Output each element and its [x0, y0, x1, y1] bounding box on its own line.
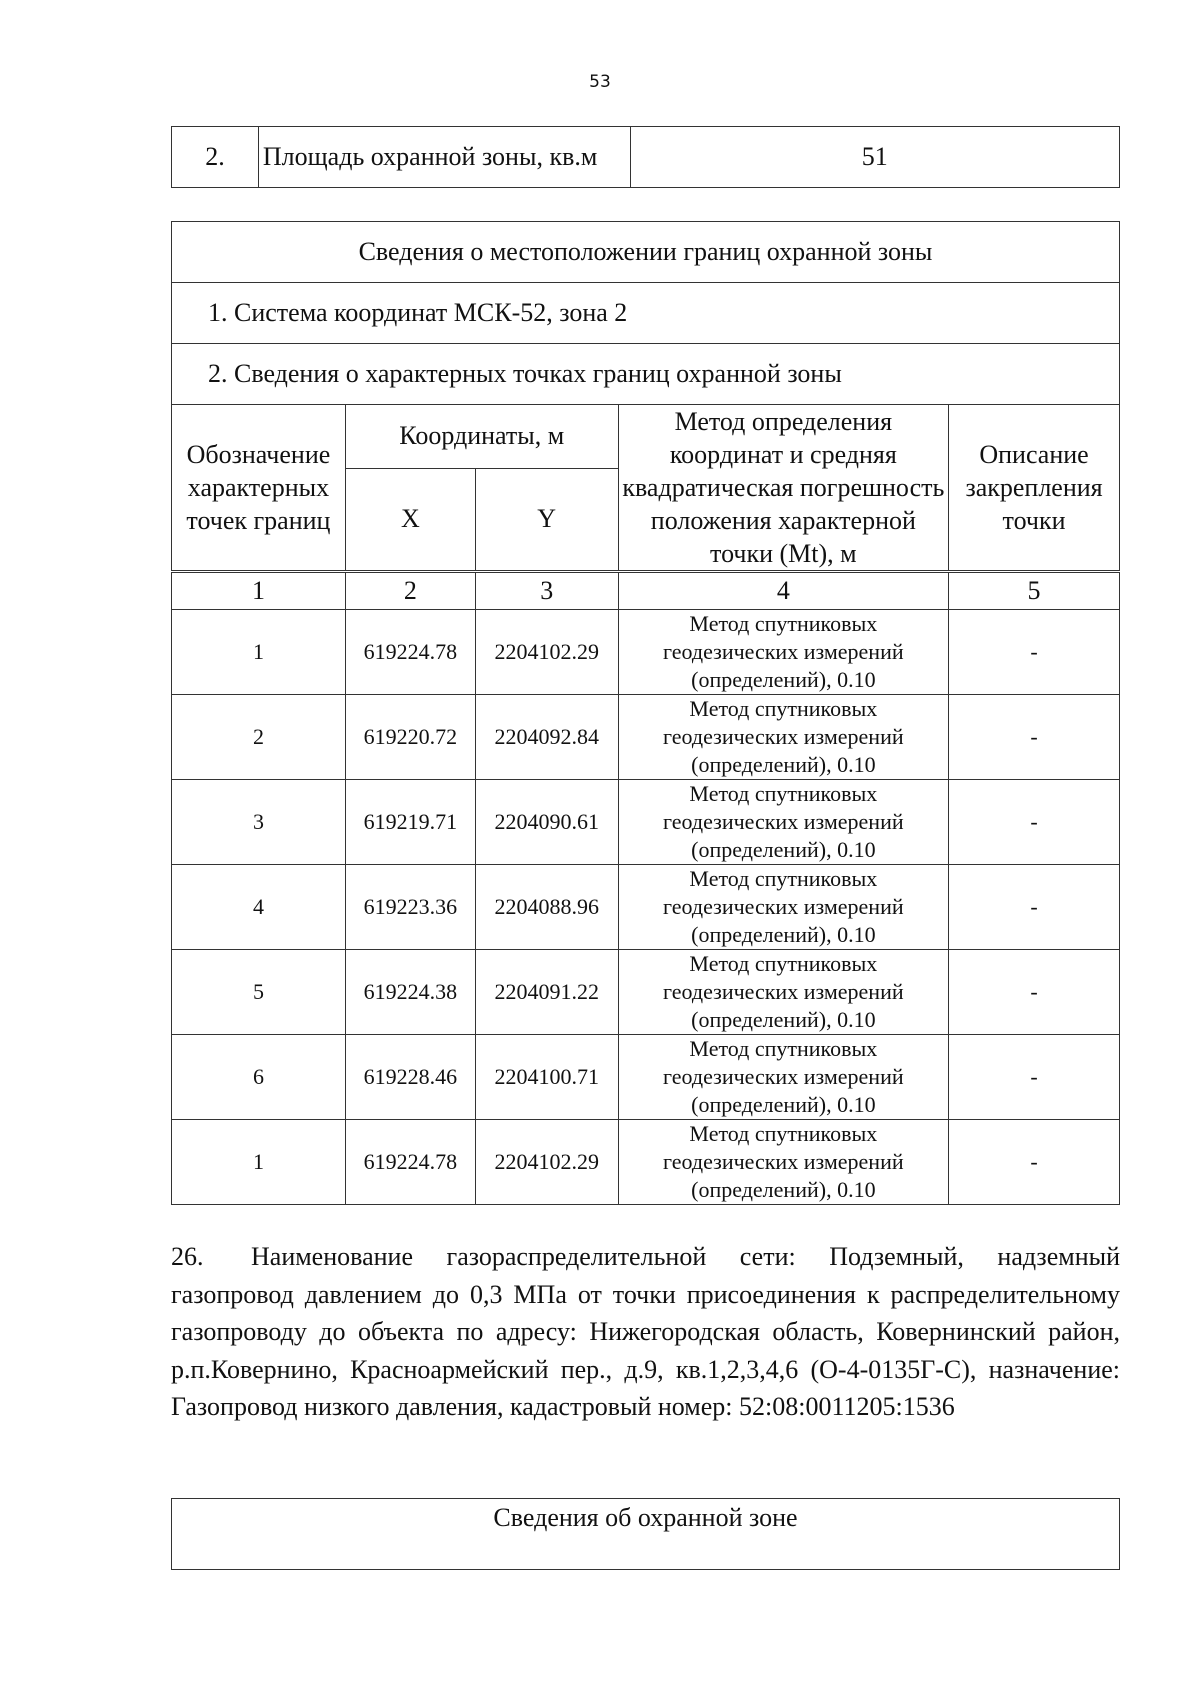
- method-line: геодезических измерений: [663, 979, 904, 1004]
- method-line: (определений), 0.10: [691, 1007, 876, 1032]
- method-line: (определений), 0.10: [691, 752, 876, 777]
- gas-network-paragraph: [171, 1238, 1120, 1426]
- header-designation: Обозначение характерных точек границ: [172, 405, 346, 572]
- method-cell: [618, 950, 948, 1035]
- point-description: -: [949, 1035, 1120, 1120]
- method-line: Метод спутниковых: [689, 611, 878, 636]
- column-number: 5: [949, 572, 1120, 610]
- coord-x: 619224.78: [345, 610, 475, 695]
- table-row: [172, 1035, 1120, 1120]
- method-line: Метод спутниковых: [689, 696, 878, 721]
- table-row: [172, 950, 1120, 1035]
- method-line: (определений), 0.10: [691, 1177, 876, 1202]
- coord-y: 2204088.96: [475, 865, 618, 950]
- coord-y: 2204090.61: [475, 780, 618, 865]
- method-line: Метод спутниковых: [689, 781, 878, 806]
- area-row-number: 2.: [172, 127, 259, 188]
- point-number: 6: [172, 1035, 346, 1120]
- point-number: 1: [172, 1120, 346, 1205]
- coordinate-system-line: 1. Система координат МСК-52, зона 2: [172, 283, 1120, 344]
- area-row: [172, 127, 1120, 188]
- coord-y: 2204091.22: [475, 950, 618, 1035]
- column-numbers-row: [172, 572, 1120, 610]
- point-number: 3: [172, 780, 346, 865]
- method-line: геодезических измерений: [663, 639, 904, 664]
- header-y: Y: [475, 468, 618, 571]
- coord-x: 619220.72: [345, 695, 475, 780]
- coord-y: 2204100.71: [475, 1035, 618, 1120]
- table-row: [172, 1120, 1120, 1205]
- point-description: -: [949, 950, 1120, 1035]
- method-line: (определений), 0.10: [691, 922, 876, 947]
- paragraph-text: Наименование газораспределительной сети: Подземный, надземный газопровод давлением до 0,3 МПа от точки присоединения к распределительному газопроводу до объекта по адресу: Нижегородская область, Ковернинский район, р.п.Ковернино, Красноармейский пер., д.9, кв.1,2,3,4,6 (О-4-0135Г-С), назначение: Газопровод низкого давления, кадастровый номер: 52:08:0011205:1536: [171, 1242, 1120, 1421]
- header-description: Описание закрепления точки: [949, 405, 1120, 572]
- coord-x: 619228.46: [345, 1035, 475, 1120]
- table-row: [172, 610, 1120, 695]
- column-number: 2: [345, 572, 475, 610]
- point-number: 5: [172, 950, 346, 1035]
- coord-y: 2204102.29: [475, 610, 618, 695]
- area-row-label: Площадь охранной зоны, кв.м: [258, 127, 630, 188]
- table-row: [172, 865, 1120, 950]
- point-description: -: [949, 780, 1120, 865]
- method-line: Метод спутниковых: [689, 951, 878, 976]
- points-info-line: 2. Сведения о характерных точках границ охранной зоны: [172, 344, 1120, 405]
- point-number: 4: [172, 865, 346, 950]
- coord-y: 2204102.29: [475, 1120, 618, 1205]
- coord-y: 2204092.84: [475, 695, 618, 780]
- method-line: (определений), 0.10: [691, 667, 876, 692]
- page-number: 53: [589, 72, 611, 92]
- coord-x: 619224.38: [345, 950, 475, 1035]
- point-description: -: [949, 695, 1120, 780]
- point-number: 2: [172, 695, 346, 780]
- coord-x: 619219.71: [345, 780, 475, 865]
- boundary-location-table: [171, 221, 1120, 1205]
- method-line: геодезических измерений: [663, 1149, 904, 1174]
- method-line: Метод спутниковых: [689, 1121, 878, 1146]
- method-line: геодезических измерений: [663, 724, 904, 749]
- area-row-value: 51: [630, 127, 1119, 188]
- protection-zone-area-table: [171, 126, 1120, 188]
- paragraph-number: 26.: [171, 1242, 204, 1271]
- table-row: [172, 780, 1120, 865]
- method-line: геодезических измерений: [663, 1064, 904, 1089]
- zone-info-title: Сведения об охранной зоне: [172, 1499, 1120, 1570]
- method-cell: [618, 865, 948, 950]
- method-cell: [618, 1035, 948, 1120]
- column-number: 1: [172, 572, 346, 610]
- coord-x: 619224.78: [345, 1120, 475, 1205]
- point-number: 1: [172, 610, 346, 695]
- point-description: -: [949, 1120, 1120, 1205]
- header-x: X: [345, 468, 475, 571]
- table-row: [172, 695, 1120, 780]
- method-line: Метод спутниковых: [689, 866, 878, 891]
- method-cell: [618, 610, 948, 695]
- column-number: 3: [475, 572, 618, 610]
- method-line: (определений), 0.10: [691, 1092, 876, 1117]
- header-method: Метод определения координат и средняя квадратическая погрешность положения характерной точки (Mt), м: [618, 405, 948, 572]
- method-cell: [618, 780, 948, 865]
- method-line: (определений), 0.10: [691, 837, 876, 862]
- location-title: Сведения о местоположении границ охранной зоны: [172, 222, 1120, 283]
- point-description: -: [949, 865, 1120, 950]
- point-description: -: [949, 610, 1120, 695]
- method-cell: [618, 1120, 948, 1205]
- column-number: 4: [618, 572, 948, 610]
- method-line: Метод спутниковых: [689, 1036, 878, 1061]
- protection-zone-info-table: [171, 1498, 1120, 1570]
- method-line: геодезических измерений: [663, 809, 904, 834]
- method-line: геодезических измерений: [663, 894, 904, 919]
- header-coordinates: Координаты, м: [345, 405, 618, 469]
- method-cell: [618, 695, 948, 780]
- coord-x: 619223.36: [345, 865, 475, 950]
